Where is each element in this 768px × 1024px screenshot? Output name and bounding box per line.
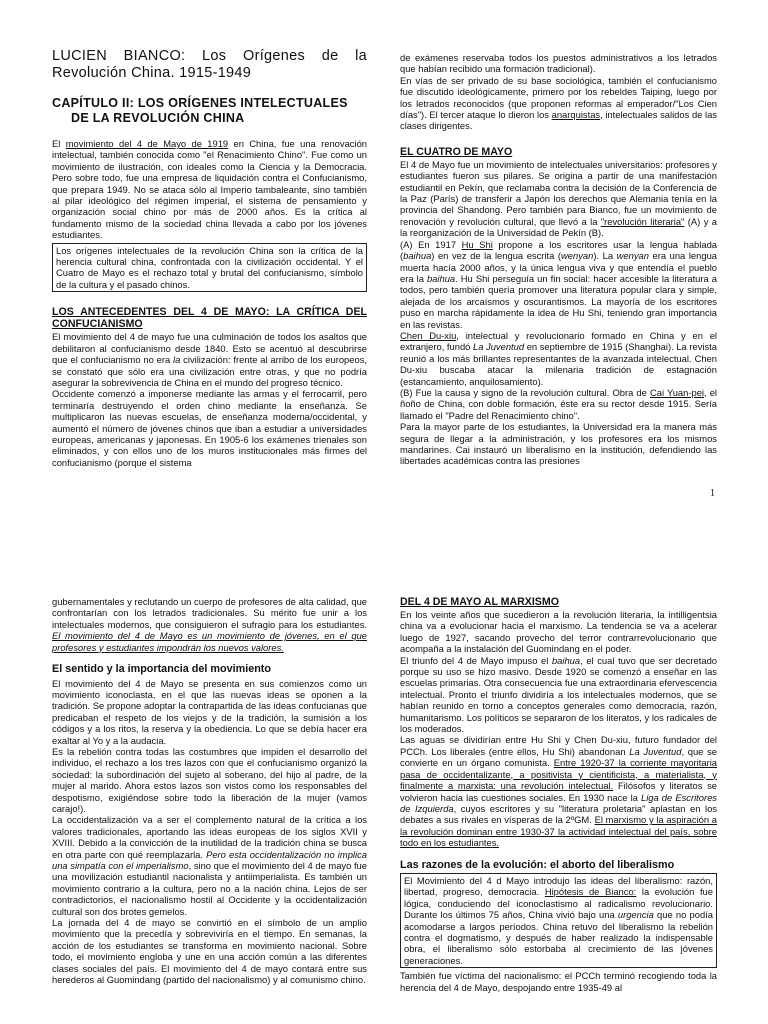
- text-run: , intelectuales salidos de las clases dirigentes.: [400, 109, 717, 132]
- underlined-term: Hipótesis de Bianco:: [544, 886, 637, 898]
- text-run: El triunfo del 4 de Mayo impuso el: [400, 654, 552, 666]
- paragraph-estudiantes: Para la mayor parte de los estudiantes, la Universidad era la manera más segura de llegar a la administración, y los profesores era los mismos mandarines. Cai instauró un liberalismo en la institución, defendiendo las libertades académicas contra las presiones: [400, 421, 717, 467]
- italic-term: wenyan: [616, 250, 649, 262]
- italic-term: baihua: [403, 250, 432, 262]
- document-page-2: [0, 580, 768, 1024]
- underlined-sentence: Entre 1920-37 la corriente mayoritaria pasa de occidentalizante, a positivista y cientificista, a materialista, y finalmente a marxista: una revolución intelectual.: [400, 757, 717, 792]
- text-run: Filósofos y literatos se volvieron hacia las cuestiones sociales. En 1930 nace la: [400, 780, 717, 803]
- underlined-term: movimiento del 4 de Mayo de 1919: [65, 138, 229, 149]
- page2-right-column: [400, 596, 717, 993]
- text-run: , el cual tuvo que ser decretado porque su uso se hizo masivo. Desde 1920 se comenzó a enseñar en las escuelas primarias. Otra consecuencia fue una extraordinaria efervescencia intelectual. Pronto el triunfo dividiría a los intelectuales modernos, que se habían reunido en torno a conceptos generales como democracia, razón, humanitarismo. Los políticos se separaron de los literatos, y los radicales de los moderados.: [400, 654, 718, 735]
- text-run: En vías de ser privado de su base sociológica, también el confucianismo fue discutido ideológicamente, primero por los rebeldes Taiping, luego por los letrados reconocidos (que proponen reformas al emperador/"Los Cien días"). El tercer ataque lo dieron los: [400, 74, 717, 121]
- paragraph-intelligentsia: En los veinte años que sucedieron a la revolución literaria, la intilligentsia china va a evolucionar hacia el marxismo. La tendencia se va a acelerar luego de 1927, sacando provecho del terror contrarrevolucionario que acompaña a la instalación del Guomindang en el poder.: [400, 609, 717, 655]
- chapter-heading: [52, 96, 367, 125]
- paragraph-chen-du-xiu: [400, 330, 717, 387]
- highlight-box-origins: Los orígenes intelectuales de la revolución China son la crítica de la herencia cultural china, confrontada con la civilización occidental. Y el Cuatro de Mayo es el rechazo total y brutal del confucianismo, símbolo de la cultura y el pasado chinos.: [52, 243, 367, 293]
- text-run: en China, fue una renovación intelectual, también conocida como "el Renacimiento Chino". Fue como un movimiento de ilustración, con ideales como la Ciencia y la Democracia. Pero sobre todo, fue una empresa de liquidación contra el Confucianismo, que prepara 1949. No se ataca sólo al Imperio tambaleante, sino también al pilar ideológico del régimen imperial, el sistema de pensamiento y organización social chino por más de 2000 años. Es la crítica al fundamento mismo de la sociedad china llevada a cabo por los jóvenes estudiantes.: [52, 138, 367, 241]
- paragraph-occidente: Occidente comenzó a imponerse mediante las armas y el ferrocarril, pero terminaría destruyendo el orden chino mediante la enseñanza. Se multiplicaron las nuevas escuelas, de enseñanza moderna/occidental, y aumentó el número de jóvenes chinos que iban a estudiar a universidades europeas, americanas y japonesas. En 1905-6 los exámenes trienales son eliminados, y con ellos uno de los muros institucionales más firmes del confucianismo (porque el sistema: [52, 388, 367, 468]
- text-run: la evolución fue lógica, conduciendo del iconoclastismo al radicalismo revolucionario. Durante los últimos 75 años, China vivió bajo una: [404, 886, 713, 921]
- text-run: civilización: frente al arribo de los europeos, se constató que sólo era una civilización entre otras, y que no podría asegurar la sobrevivencia de China en el mundo del progreso técnico.: [52, 354, 367, 388]
- underlined-term: Chen Du-xiu: [400, 329, 457, 341]
- text-run: La occidentalización va a ser el complemento natural de la crítica a los valores tradicionales, aportando las ideas europeas de los siglos XVII y XVIII. Debido a la convicción de la inutilidad de la tradición china se busca en otra parte con qué reemplazarla.: [52, 814, 367, 860]
- paragraph-triunfo: [400, 655, 717, 735]
- text-run: , sino que el movimiento del 4 de mayo fue una movilización estudiantil nacionalista y antiimperialista. Es también un movimiento contrario a la cultura, pero no a la nación china. Lejos de ser contradictorios, el nacionalismo hostil al Occidente y la occidentalización cultural son dos brotes gemelos.: [52, 860, 367, 917]
- italic-term: urgencia: [617, 909, 654, 921]
- page1-right-column: [400, 52, 717, 467]
- text-run: El Movimiento del 4 d Mayo introdujo las ideas del liberalismo: razón, libertad, progreso, democracia.: [404, 875, 713, 898]
- document-title: LUCIEN BIANCO: Los Orígenes de la Revolución China. 1915-1949: [52, 48, 367, 81]
- page2-left-column: [52, 596, 367, 986]
- paragraph-aguas: [400, 734, 717, 848]
- italic-term: La Juventud: [472, 341, 525, 353]
- paragraph-occidentalizacion: [52, 814, 367, 917]
- chapter-heading-line1: CAPÍTULO II: LOS ORÍGENES INTELECTUALES: [52, 96, 348, 110]
- paragraph-antecedentes: [52, 331, 367, 388]
- highlight-box-liberalismo: [400, 873, 717, 968]
- italic-term: La Juventud: [629, 745, 682, 757]
- text-run: (B) Fue la causa y signo de la revolución cultural. Obra de: [400, 386, 650, 398]
- underlined-term: Hu Shi: [461, 238, 493, 250]
- text-run: . Hu Shi perseguía un fin social: hacer accesible la literatura a todos, pero también quería promover una literatura popular clara y simple, alejada de los arcaísmos y oscurantismos. La mayoría de los escritores puso en marcha rápidamente la idea de Hu Shi, teniendo gran importancia en las revistas.: [400, 272, 717, 330]
- text-run: , intelectual y revolucionario formado en China y en el extranjero, fundó: [400, 329, 717, 353]
- paragraph-jornada: La jornada del 4 de mayo se convirtió en el símbolo de un amplio movimiento que la precedía y sobreviviría en el tiempo. En semanas, la acción de los estudiantes se transforma en movimiento nacional. Sobre todo, el movimiento engloba y une en una acción común a las diferentes clases sociales del país. El movimiento del 4 de mayo contará entre sus herederos al Guomindang (partido del nacionalismo) y al comunismo chino.: [52, 917, 367, 986]
- text-run: propone a los escritores usar la lengua hablada (: [400, 238, 717, 262]
- page-separator: [0, 512, 768, 580]
- text-run: era una lengua muerta hacía 2000 años, y la única lengua viva y que entendía el pueblo era la: [400, 250, 717, 284]
- underlined-term: Cai Yuan-pei: [649, 386, 704, 398]
- text-run: , cuyos escritores y su "literatura proletaria" aplastan en los debates a sus rivales en vísperas de la 2ºGM.: [400, 802, 717, 826]
- text-run: El 4 de Mayo fue un movimiento de intelectuales universitarios: profesores y estudiantes fueron sus pilares. Se origina a partir de una manifestación estudiantil en Pekín, que reclamaba contra la decisión de la Conferencia de la Paz (París) de transferir a Japón los derechos que Alemania tenía en la provincia del Shandong. Pero también para Bianco, fue un movimiento de renovación y revolución cultural, que llevó a la: [400, 158, 717, 227]
- text-run: gubernamentales y reclutando un cuerpo de profesores de alta calidad, que confrontarían con los letrados tradicionales. Su mérito fue unir a los intelectuales modernos, que consiguieron el sufragio para los estudiantes.: [52, 596, 367, 630]
- italic-term: baihua: [426, 272, 456, 284]
- section-heading-marxismo: DEL 4 DE MAYO AL MARXISMO: [400, 596, 559, 608]
- paragraph-intro: [52, 138, 367, 241]
- text-run: ). La: [593, 250, 617, 262]
- text-run: (A) En 1917: [400, 238, 462, 250]
- italic-sentence: Pero esta occidentalización no implica una simpatía con el imperialismo: [52, 848, 367, 872]
- section-heading-sentido: El sentido y la importancia del movimiento: [52, 663, 271, 676]
- paragraph-hu-shi: [400, 239, 717, 330]
- text-run: El: [52, 138, 66, 149]
- underlined-term: "revolución literaria": [600, 215, 685, 227]
- text-run: Las aguas se dividirían entre Hu Shi y Chen Du-xiu, futuro fundador del PCCh. Los liberales (entre ellos, Hu Shi) abandonan: [400, 734, 717, 757]
- page1-left-column: [52, 48, 367, 468]
- paragraph-cuatro-de-mayo: [400, 159, 717, 239]
- italic-term: la: [173, 354, 181, 366]
- chapter-heading-line2: DE LA REVOLUCIÓN CHINA: [71, 110, 245, 125]
- paragraph-examenes: de exámenes reservaba todos los puestos administrativos a los letrados que habían recibido una formación tradicional).: [400, 52, 717, 75]
- text-run: ) en vez de la lengua escrita (: [431, 250, 561, 262]
- text-run: El movimiento del 4 de mayo fue una culminación de todos los asaltos que debilitaron al confucianismo desde 1840. Esto se acentuó al descubrirse que el confucianismo no era: [52, 331, 367, 366]
- section-heading-cuatro-de-mayo: EL CUATRO DE MAYO: [400, 145, 513, 158]
- text-run: , el ñoño de China, con doble formación, éste era su rector desde 1915. Sería llamado el "Padre del Renacimiento chino".: [400, 386, 718, 421]
- paragraph-gubernamentales: [52, 596, 367, 653]
- italic-term: wenyan: [561, 250, 594, 262]
- page-number: 1: [710, 488, 715, 499]
- paragraph-nacionalismo: También fue víctima del nacionalismo: el PCCh terminó recogiendo toda la herencia del 4 de Mayo, despojando entre 1935-49 al: [400, 970, 717, 993]
- section-heading-antecedentes: LOS ANTECEDENTES DEL 4 DE MAYO: LA CRÍTICA DEL CONFUCIANISMO: [52, 306, 367, 331]
- paragraph-base-sociologica: [400, 75, 717, 132]
- underlined-sentence: El marxismo y la aspiración a la revolución dominan entre 1930-37 la actividad intelectual del país, sobre todo en los estudiantes.: [400, 814, 717, 849]
- paragraph-iconoclasta: El movimiento del 4 de Mayo se presenta en sus comienzos como un movimiento iconoclasta, en el que las nuevas ideas se oponen a la tradición. Se propone adoptar la contrapartida de las ideas confucianas que predicaban el respeto de los viejos y de la tradición, la sumisión a los códigos y a los ritos, la reserva y la obediencia. Lo que se debía hacer era exaltar al Yo y a la audacia.: [52, 677, 367, 746]
- italic-term: Liga de Escritores de Izquierda: [400, 791, 717, 814]
- paragraph-rebelion: Es la rebelión contra todas las costumbres que impiden el desarrollo del individuo, el rechazo a los tres lazos con que el confucianismo organizó la sociedad: la subordinación del sujeto al soberano, del hijo al padre, de la mujer al marido. Ahora estos lazos son vistos como los responsables del despotismo, exigiéndose sobre todo la liberación de la mujer (vamos carajo!).: [52, 745, 367, 814]
- underlined-term: anarquistas: [551, 109, 601, 121]
- text-run: en septiembre de 1915 (Shanghai). La revista reunió a los más brillantes representantes de la avanzada intelectual. Chen Du-xiu buscaba atacar la milenaria tradición de estagnación (estancamiento, anquilosamiento).: [400, 341, 717, 387]
- italic-term: baihua: [551, 654, 581, 666]
- text-run: (A) y a la reorganización de la Universidad de Pekín (B).: [400, 215, 718, 239]
- paragraph-universidad: [400, 387, 717, 421]
- underlined-italic-sentence: El movimiento del 4 de Mayo es un movimiento de jóvenes, en el que profesores y estudiantes impondrán los nuevos valores.: [52, 630, 367, 653]
- text-run: que no podía acomodarse a largos períodos. China retuvo del liberalismo la rebelión contra el dogmatismo, y después de haber realizado la indispensable obra, el liberalismo sólo estorbaba al crecimiento de las jóvenes generaciones.: [404, 909, 713, 966]
- section-heading-razones: Las razones de la evolución: el aborto del liberalismo: [400, 858, 675, 871]
- text-run: , que se convierte en un órgano comunista.: [400, 745, 717, 769]
